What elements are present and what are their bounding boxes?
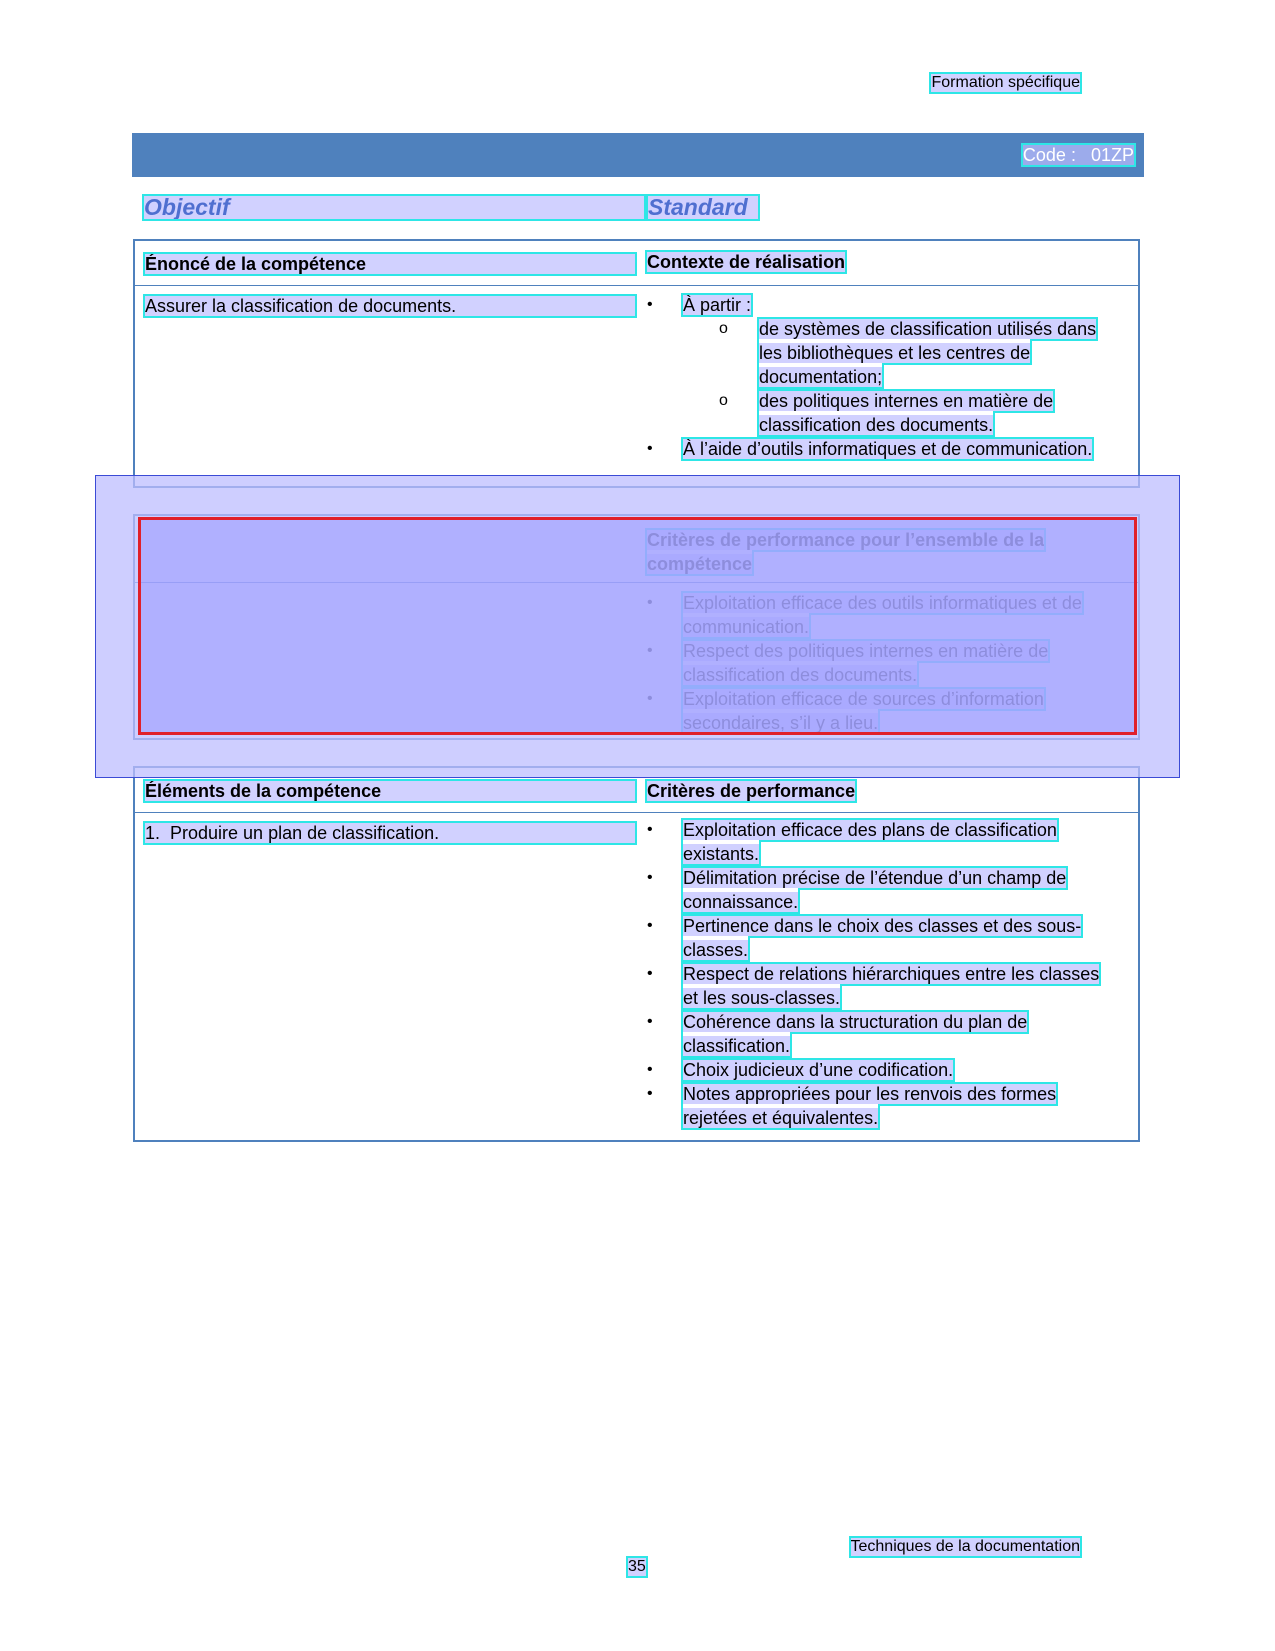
competency-statement-table [133,239,1140,488]
col-header-statement: Énoncé de la compétence [145,254,635,274]
code-label: Code : [1022,145,1076,165]
list-item: • Choix judicieux d’une codification. [647,1058,1117,1082]
objective-heading: Objectif [144,196,644,219]
list-item: • À partir : o de systèmes de classification utilisés dans les bibliothèques et les centres de documentation; o des politiques internes en matière de classification des documents. [647,293,1117,437]
table-header [135,241,1138,286]
competency-statement: Assurer la classification de documents. [145,296,635,316]
col-header-criteria: Critères de performance [647,781,856,801]
running-head: Formation spécifique [931,74,1080,91]
list-item: • Pertinence dans le choix des classes et des sous-classes. [647,914,1117,962]
list-item: • Cohérence dans la structuration du plan de classification. [647,1010,1117,1058]
highlight-box [138,517,1137,735]
list-item: • À l’aide d’outils informatiques et de communication. [647,437,1117,461]
list-item: • Exploitation efficace des plans de classification existants. [647,818,1117,866]
standard-heading: Standard [648,196,758,219]
list-item: o de systèmes de classification utilisés dans les bibliothèques et les centres de documentation; [719,317,1117,389]
context-list [647,293,1117,461]
col-header-context: Contexte de réalisation [647,252,846,272]
page-number: 35 [628,1558,646,1575]
competency-element: 1. Produire un plan de classification. [145,823,635,843]
footer-program: Techniques de la documentation [850,1538,1080,1555]
col-header-elements: Éléments de la compétence [145,781,635,801]
competency-code [1023,145,1134,165]
list-item: • Notes appropriées pour les renvois des formes rejetées et équivalentes. [647,1082,1117,1130]
list-item: • Délimitation précise de l’étendue d’un champ de connaissance. [647,866,1117,914]
code-value: 01ZP [1090,145,1134,165]
competency-elements-table [133,766,1140,1142]
list-item: o des politiques internes en matière de classification des documents. [719,389,1117,437]
performance-criteria-list [647,818,1117,1130]
code-bar [132,133,1144,177]
list-item: • Respect de relations hiérarchiques entre les classes et les sous-classes. [647,962,1117,1010]
